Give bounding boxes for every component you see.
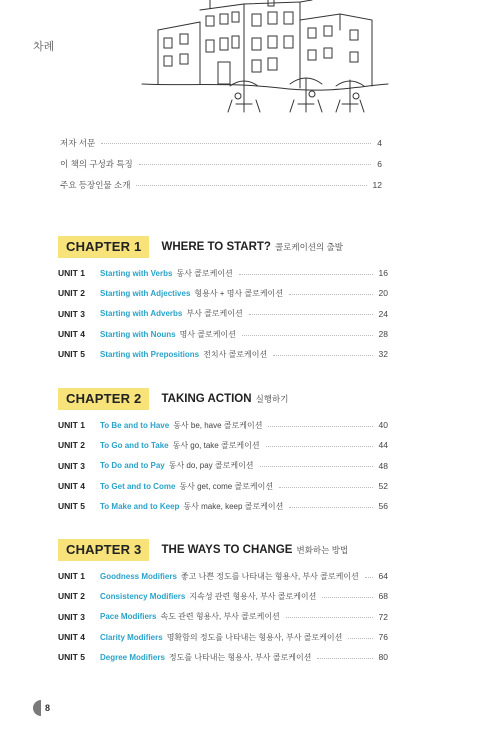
unit-item[interactable] xyxy=(58,607,388,627)
chapter-header xyxy=(58,236,388,258)
table-of-contents-title: 차례 xyxy=(33,41,55,53)
chapter-1-section xyxy=(58,236,388,364)
unit-item[interactable] xyxy=(58,283,388,303)
unit-korean-title: 명확함의 정도를 나타내는 형용사, 부사 콜로케이션 xyxy=(166,632,343,642)
front-matter-item[interactable] xyxy=(60,153,382,174)
unit-list xyxy=(58,415,388,516)
unit-english-title: Pace Modifiers xyxy=(100,612,157,622)
unit-korean-title: 지속성 관련 형용사, 부사 콜로케이션 xyxy=(189,591,317,601)
unit-item[interactable] xyxy=(58,627,388,647)
leader-dots xyxy=(239,274,373,275)
unit-page: 80 xyxy=(378,652,388,663)
front-matter-list xyxy=(60,132,382,195)
unit-number: UNIT 2 xyxy=(58,440,85,451)
chapter-title: TAKING ACTION xyxy=(161,393,252,405)
chapter-header xyxy=(58,539,388,561)
unit-korean-title: 좋고 나쁜 정도를 나타내는 형용사, 부사 콜로케이션 xyxy=(180,571,359,581)
unit-list xyxy=(58,263,388,364)
leader-dots xyxy=(273,355,372,356)
unit-korean-title: 동사 make, keep 콜로케이션 xyxy=(183,501,284,511)
unit-number: UNIT 2 xyxy=(58,288,85,299)
unit-item[interactable] xyxy=(58,324,388,344)
chapter-3-section xyxy=(58,539,388,667)
chapter-title: WHERE TO START? xyxy=(161,241,271,253)
unit-korean-title: 동사 do, pay 콜로케이션 xyxy=(168,461,254,471)
front-matter-page: 4 xyxy=(377,137,382,148)
unit-korean-title: 동사 콜로케이션 xyxy=(176,268,233,278)
unit-number: UNIT 5 xyxy=(58,501,85,512)
leader-dots xyxy=(266,446,373,447)
leader-dots xyxy=(365,577,373,578)
leader-dots xyxy=(260,466,373,467)
front-matter-item[interactable] xyxy=(60,174,382,195)
unit-english-title: Starting with Prepositions xyxy=(100,349,200,359)
unit-page: 16 xyxy=(378,268,388,279)
unit-number: UNIT 1 xyxy=(58,420,85,431)
unit-number: UNIT 5 xyxy=(58,349,85,360)
unit-item[interactable] xyxy=(58,344,388,364)
unit-english-title: Degree Modifiers xyxy=(100,652,165,662)
unit-number: UNIT 4 xyxy=(58,481,85,492)
unit-korean-title: 동사 get, come 콜로케이션 xyxy=(179,481,274,491)
unit-item[interactable] xyxy=(58,263,388,283)
unit-english-title: Starting with Verbs xyxy=(100,268,173,278)
unit-number: UNIT 2 xyxy=(58,591,85,602)
unit-page: 52 xyxy=(378,481,388,492)
unit-page: 20 xyxy=(378,288,388,299)
leader-dots xyxy=(322,597,372,598)
leader-dots xyxy=(286,617,373,618)
front-matter-page: 12 xyxy=(372,179,382,190)
unit-item[interactable] xyxy=(58,435,388,455)
unit-number: UNIT 3 xyxy=(58,611,85,622)
unit-english-title: Goodness Modifiers xyxy=(100,571,177,581)
front-matter-page: 6 xyxy=(377,158,382,169)
unit-english-title: To Make and to Keep xyxy=(100,501,180,511)
leader-dots xyxy=(268,426,372,427)
unit-page: 24 xyxy=(378,308,388,319)
unit-page: 32 xyxy=(378,349,388,360)
unit-korean-title: 속도 관련 형용사, 부사 콜로케이션 xyxy=(160,612,280,622)
unit-page: 28 xyxy=(378,329,388,340)
unit-english-title: To Do and to Pay xyxy=(100,461,165,471)
chapter-2-section xyxy=(58,388,388,516)
leader-dots xyxy=(317,658,372,659)
unit-korean-title: 부사 콜로케이션 xyxy=(186,309,243,319)
unit-number: UNIT 4 xyxy=(58,329,85,340)
leader-dots xyxy=(139,164,371,165)
unit-item[interactable] xyxy=(58,304,388,324)
unit-page: 64 xyxy=(378,571,388,582)
unit-page: 40 xyxy=(378,420,388,431)
leader-dots xyxy=(289,507,372,508)
leader-dots xyxy=(101,143,371,144)
front-matter-item[interactable] xyxy=(60,132,382,153)
unit-item[interactable] xyxy=(58,496,388,516)
unit-page: 76 xyxy=(378,632,388,643)
unit-item[interactable] xyxy=(58,476,388,496)
building-sketch-illustration xyxy=(140,0,390,122)
page-number-text: 8 xyxy=(45,703,51,713)
unit-number: UNIT 5 xyxy=(58,652,85,663)
chapter-header xyxy=(58,388,388,410)
unit-english-title: To Get and to Come xyxy=(100,481,176,491)
chapter-subtitle: 실행하기 xyxy=(255,394,289,404)
unit-page: 56 xyxy=(378,501,388,512)
chapter-title: THE WAYS TO CHANGE xyxy=(161,544,293,556)
unit-item[interactable] xyxy=(58,647,388,667)
unit-number: UNIT 4 xyxy=(58,632,85,643)
front-matter-title: 저자 서문 xyxy=(60,137,96,148)
unit-english-title: Starting with Adverbs xyxy=(100,309,183,319)
unit-page: 48 xyxy=(378,460,388,471)
unit-english-title: Starting with Nouns xyxy=(100,329,176,339)
unit-number: UNIT 1 xyxy=(58,571,85,582)
front-matter-title: 주요 등장인물 소개 xyxy=(60,179,131,190)
chapter-label: CHAPTER 1 xyxy=(58,236,149,258)
unit-english-title: Consistency Modifiers xyxy=(100,591,186,601)
unit-korean-title: 동사 be, have 콜로케이션 xyxy=(173,420,263,430)
chapter-label: CHAPTER 3 xyxy=(58,539,149,561)
unit-page: 68 xyxy=(378,591,388,602)
page-number xyxy=(33,700,50,716)
unit-item[interactable] xyxy=(58,566,388,586)
chapter-label: CHAPTER 2 xyxy=(58,388,149,410)
unit-number: UNIT 3 xyxy=(58,308,85,319)
unit-item[interactable] xyxy=(58,586,388,606)
unit-page: 72 xyxy=(378,611,388,622)
unit-page: 44 xyxy=(378,440,388,451)
leader-dots xyxy=(348,638,372,639)
unit-number: UNIT 1 xyxy=(58,268,85,279)
leader-dots xyxy=(279,487,372,488)
page-marker-tab xyxy=(33,700,41,716)
leader-dots xyxy=(242,335,373,336)
leader-dots xyxy=(249,314,373,315)
unit-korean-title: 형용사 + 명사 콜로케이션 xyxy=(194,288,284,298)
unit-english-title: To Go and to Take xyxy=(100,440,169,450)
unit-korean-title: 명사 콜로케이션 xyxy=(179,329,236,339)
leader-dots xyxy=(289,294,373,295)
unit-english-title: Clarity Modifiers xyxy=(100,632,163,642)
unit-english-title: Starting with Adjectives xyxy=(100,288,191,298)
chapter-subtitle: 변화하는 방법 xyxy=(296,545,349,555)
unit-list xyxy=(58,566,388,667)
unit-item[interactable] xyxy=(58,456,388,476)
chapter-subtitle: 콜로케이션의 출발 xyxy=(274,242,344,252)
unit-korean-title: 정도를 나타내는 형용사, 부사 콜로케이션 xyxy=(168,652,312,662)
front-matter-title: 이 책의 구성과 특징 xyxy=(60,158,133,169)
unit-item[interactable] xyxy=(58,415,388,435)
unit-english-title: To Be and to Have xyxy=(100,420,170,430)
unit-korean-title: 동사 go, take 콜로케이션 xyxy=(172,440,260,450)
leader-dots xyxy=(136,185,366,186)
unit-number: UNIT 3 xyxy=(58,460,85,471)
unit-korean-title: 전치사 콜로케이션 xyxy=(203,349,268,359)
